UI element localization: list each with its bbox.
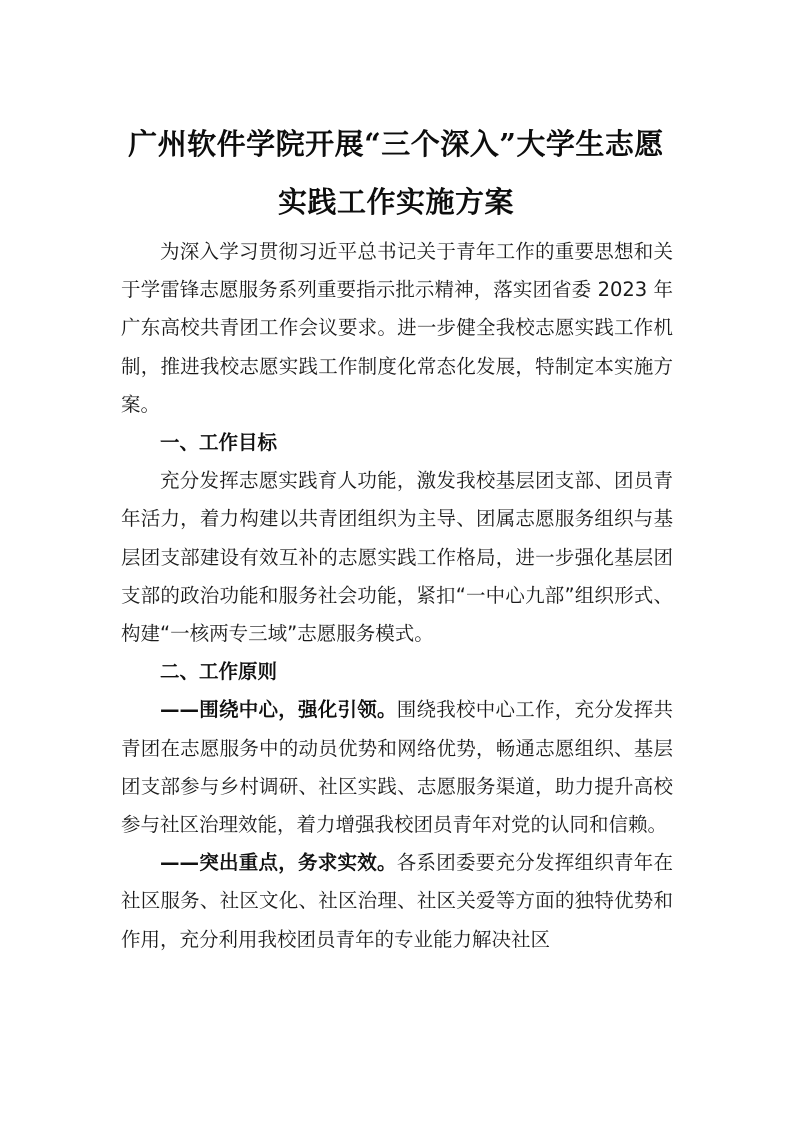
document-title (100, 115, 692, 231)
intro-paragraph: 为深入学习贯彻习近平总书记关于青年工作的重要思想和关于学雷锋志愿服务系列重要指示批示精神，落实团省委 2023 年广东高校共青团工作会议要求。进一步健全我校志愿实践工作机制，推进我校志愿实践工作制度化常态化发展，特制定本实施方案。 (121, 240, 673, 416)
title-line-1: 广州软件学院开展“三个深入”大学生志愿 (128, 127, 664, 162)
principle-1-lead: ——围绕中心，强化引领。 (160, 698, 397, 722)
section-heading-principles: 二、工作原则 (160, 660, 278, 684)
principle-paragraph-2 (121, 844, 673, 959)
principle-2-body: 各系团委要充分发挥组织青年在社区服务、社区文化、社区治理、社区关爱等方面的独特优势和作用，充分利用我校团员青年的专业能力解决社区 (121, 851, 673, 951)
title-line-2: 实践工作实施方案 (277, 185, 514, 220)
principle-2-lead: ——突出重点，务求实效。 (160, 851, 397, 875)
section-heading-goals: 一、工作目标 (160, 431, 278, 455)
principle-paragraph-1 (121, 691, 673, 844)
principle-1-body: 围绕我校中心工作，充分发挥共青团在志愿服务中的动员优势和网络优势，畅通志愿组织、基层团支部参与乡村调研、社区实践、志愿服务渠道，助力提升高校参与社区治理效能，着力增强我校团员青年对党的认同和信赖。 (121, 698, 673, 837)
document-body (121, 233, 673, 959)
goals-paragraph: 充分发挥志愿实践育人功能，激发我校基层团支部、团员青年活力，着力构建以共青团组织为主导、团属志愿服务组织与基层团支部建设有效互补的志愿实践工作格局，进一步强化基层团支部的政治功能和服务社会功能，紧扣“一中心九部”组织形式、构建“一核两专三域”志愿服务模式。 (121, 469, 673, 646)
